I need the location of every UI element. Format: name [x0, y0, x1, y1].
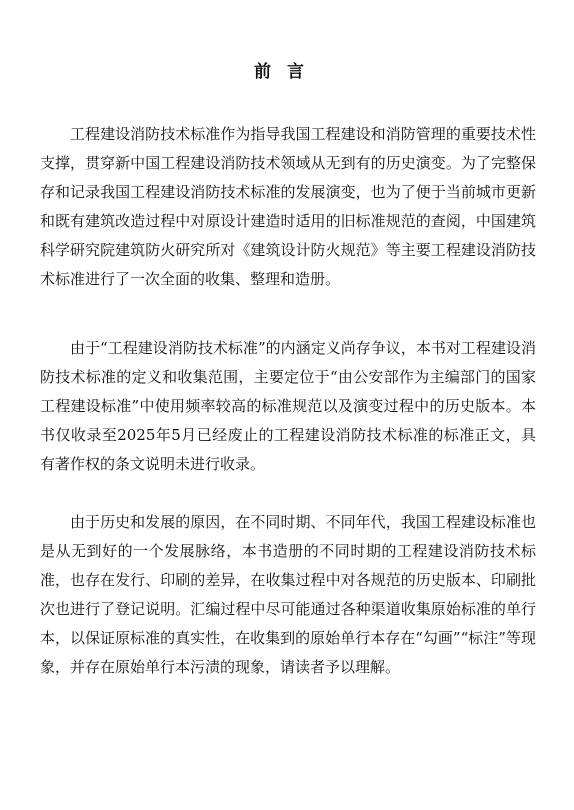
paragraph-1: 工程建设消防技术标准作为指导我国工程建设和消防管理的重要技术性支撑，贯穿新中国工程建设消防技术领域从无到有的历史演变。为了完整保存和记录我国工程建设消防技术标准的发展演变，也为了便于当前城市更新和既有建筑改造过程中对原设计建造时适用的旧标准规范的查阅，中国建筑科学研究院建筑防火研究所对《建筑设计防火规范》等主要工程建设消防技术标准进行了一次全面的收集、整理和造册。 [40, 125, 536, 288]
page-title: 前言 [254, 62, 320, 82]
paragraph-3: 由于历史和发展的原因，在不同时期、不同年代，我国工程建设标准也是从无到好的一个发展脉络，本书造册的不同时期的工程建设消防技术标准，也存在发行、印刷的差异，在收集过程中对各规范的历史版本、印刷批次也进行了登记说明。汇编过程中尽可能通过各种渠道收集原始标准的单行本，以保证原标准的真实性，在收集到的原始单行本存在“勾画”“标注”等现象，并存在原始单行本污渍的现象，请读者予以理解。 [40, 513, 536, 676]
paragraph-2: 由于“工程建设消防技术标准”的内涵定义尚存争议，本书对工程建设消防技术标准的定义和收集范围，主要定位于“由公安部作为主编部门的国家工程建设标准”中使用频率较高的标准规范以及演变过程中的历史版本。本书仅收录至2025年5月已经废止的工程建设消防技术标准的标准正文，具有著作权的条文说明未进行收录。 [40, 339, 536, 473]
